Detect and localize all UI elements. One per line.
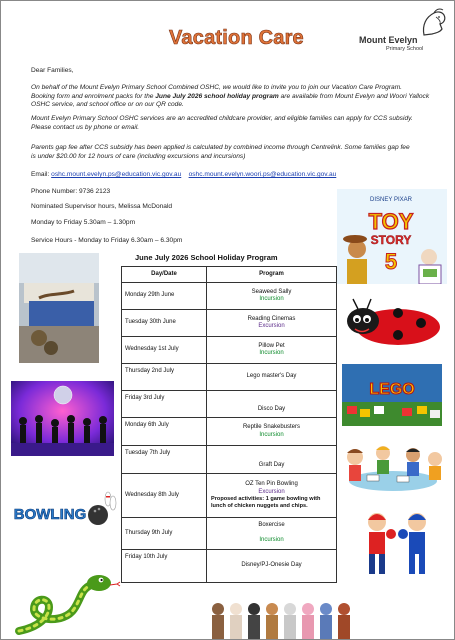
program-cell xyxy=(207,550,337,583)
table-row xyxy=(122,283,337,310)
day-cell: Wednesday 8th July xyxy=(122,474,207,518)
activity-tag: Excursion xyxy=(258,488,285,495)
activity-name: Graft Day xyxy=(258,461,285,468)
paragraph-gap-fee xyxy=(31,144,431,161)
horse-logo-icon xyxy=(356,7,451,37)
table-row xyxy=(122,310,337,337)
column-header-day: Day/Date xyxy=(122,267,207,283)
email-line xyxy=(31,171,431,180)
program-name-bold: June July 2026 school holiday program xyxy=(155,92,279,100)
school-logo xyxy=(356,7,451,57)
day-cell: Friday 10th July xyxy=(122,550,207,583)
email-link-2[interactable]: oshc.mount.evelyn.woori.ps@education.vic.gov.au xyxy=(188,171,337,178)
day-cell: Tuesday 30th June xyxy=(122,310,207,337)
activity-name: Lego master's Day xyxy=(246,373,297,380)
column-header-program: Program xyxy=(207,267,337,283)
activity-tag: Incursion xyxy=(259,296,284,302)
paragraph-invite-line2-end: are available from Mount Evelyn and Woori Yallock OSHC service, and school office or on our QR code. xyxy=(31,92,430,108)
disney-pixar-label: DISNEY PIXAR xyxy=(370,197,412,203)
hours-line-1: Monday to Friday 5.30am – 1.30pm xyxy=(31,219,136,226)
program-cell xyxy=(207,310,337,337)
table-header-row xyxy=(122,267,337,283)
activity-tag: Incursion xyxy=(259,350,284,356)
program-cell xyxy=(207,518,337,550)
onesie-kids-image xyxy=(206,599,356,639)
logo-brand: Mount Evelyn xyxy=(359,35,418,45)
story-text: STORY xyxy=(370,233,412,247)
phone-number: Phone Number: 9736 2123 xyxy=(31,188,111,195)
program-cell xyxy=(207,283,337,310)
greeting: Dear Families, xyxy=(31,67,74,74)
paragraph-ccs xyxy=(31,115,431,132)
program-cell xyxy=(207,446,337,474)
boxing-kids-image xyxy=(355,504,440,584)
lego-logo-text: LEGO xyxy=(369,381,415,398)
lego-masters-image xyxy=(342,364,442,426)
holiday-program-table xyxy=(121,266,337,583)
table-row xyxy=(122,337,337,364)
paragraph-gap-line1: Parents gap fee after CCS subsidy has been applied is calculated by combined income through Centrelink. Some families gap fee xyxy=(31,144,410,151)
paragraph-invite xyxy=(31,84,431,110)
activity-name: Pillow Pet xyxy=(258,342,285,349)
number-five-text: 5 xyxy=(384,249,398,274)
logo-subtitle: Primary School xyxy=(386,46,424,52)
email-link-1[interactable]: oshc.mount.evelyn.ps@education.vic.gov.au xyxy=(51,171,182,178)
activity-tag: Incursion xyxy=(259,537,284,544)
activity-name: Reading Cinemas xyxy=(247,315,296,322)
activity-note: Proposed activities: 1 game bowling with lunch of chicken nuggets and chips. xyxy=(211,496,321,509)
page-title: Vacation Care xyxy=(169,27,304,49)
table-row xyxy=(122,550,337,583)
program-cell xyxy=(207,474,337,518)
table-row xyxy=(122,418,337,446)
toy-story-image xyxy=(337,189,447,284)
toy-text: TOY xyxy=(368,209,414,234)
paragraph-gap-line2: is under $20.00 for 12 hours of care (including excursions and incursions) xyxy=(31,152,246,160)
day-cell: Thursday 9th July xyxy=(122,518,207,550)
paragraph-ccs-line1: Mount Evelyn Primary School OSHC services are an accredited childcare provider, and eligible families can apply for CCS subsidy. xyxy=(31,115,413,122)
table-body xyxy=(122,283,337,583)
program-cell xyxy=(207,364,337,391)
day-cell: Monday 29th June xyxy=(122,283,207,310)
day-cell: Friday 3rd July xyxy=(122,391,207,418)
day-cell: Thursday 2nd July xyxy=(122,364,207,391)
table-row xyxy=(122,364,337,391)
snake-cartoon-image xyxy=(9,569,124,637)
hours-line-2: Service Hours - Monday to Friday 6.30am – 6.30pm xyxy=(31,237,183,244)
reptile-display-photo xyxy=(19,253,99,363)
activity-name: Disco Day xyxy=(257,405,286,412)
activity-name: Disney/PJ-Onesie Day xyxy=(241,562,302,569)
bowling-text: BOWLING xyxy=(13,506,87,523)
paragraph-invite-line1: On behalf of the Mount Evelyn Primary School Combined OSHC, we would like to invite you to join our Vacation Care Program. xyxy=(31,84,403,91)
bowling-image xyxy=(6,487,118,533)
supervisor-line: Nominated Supervisor hours, Melissa McDonald xyxy=(31,203,173,210)
ladybug-pillow-image xyxy=(343,291,443,351)
table-row xyxy=(122,474,337,518)
paragraph-invite-line2: Booking form and enrolment packs for the xyxy=(31,92,156,100)
activity-name: Seaweed Sally xyxy=(251,288,292,295)
activity-name: Boxercise xyxy=(258,522,285,529)
table-row xyxy=(122,391,337,418)
activity-tag: Incursion xyxy=(259,431,284,438)
activity-tag: Excursion xyxy=(258,323,285,329)
activity-name: Reptile Snakebusters xyxy=(242,424,301,430)
day-cell: Tuesday 7th July xyxy=(122,446,207,474)
paragraph-ccs-line2: Please contact us by phone or email. xyxy=(31,123,140,131)
children-craft-image xyxy=(337,437,449,499)
program-cell xyxy=(207,418,337,446)
table-row xyxy=(122,446,337,474)
table-row xyxy=(122,518,337,550)
activity-name: OZ Ten Pin Bowling xyxy=(245,481,298,487)
program-title: June July 2026 School Holiday Program xyxy=(135,253,278,262)
program-cell xyxy=(207,391,337,418)
day-cell: Wednesday 1st July xyxy=(122,337,207,364)
day-cell: Monday 6th July xyxy=(122,418,207,446)
program-cell xyxy=(207,337,337,364)
email-label: Email: xyxy=(31,171,52,178)
disco-dancers-image xyxy=(11,381,114,456)
